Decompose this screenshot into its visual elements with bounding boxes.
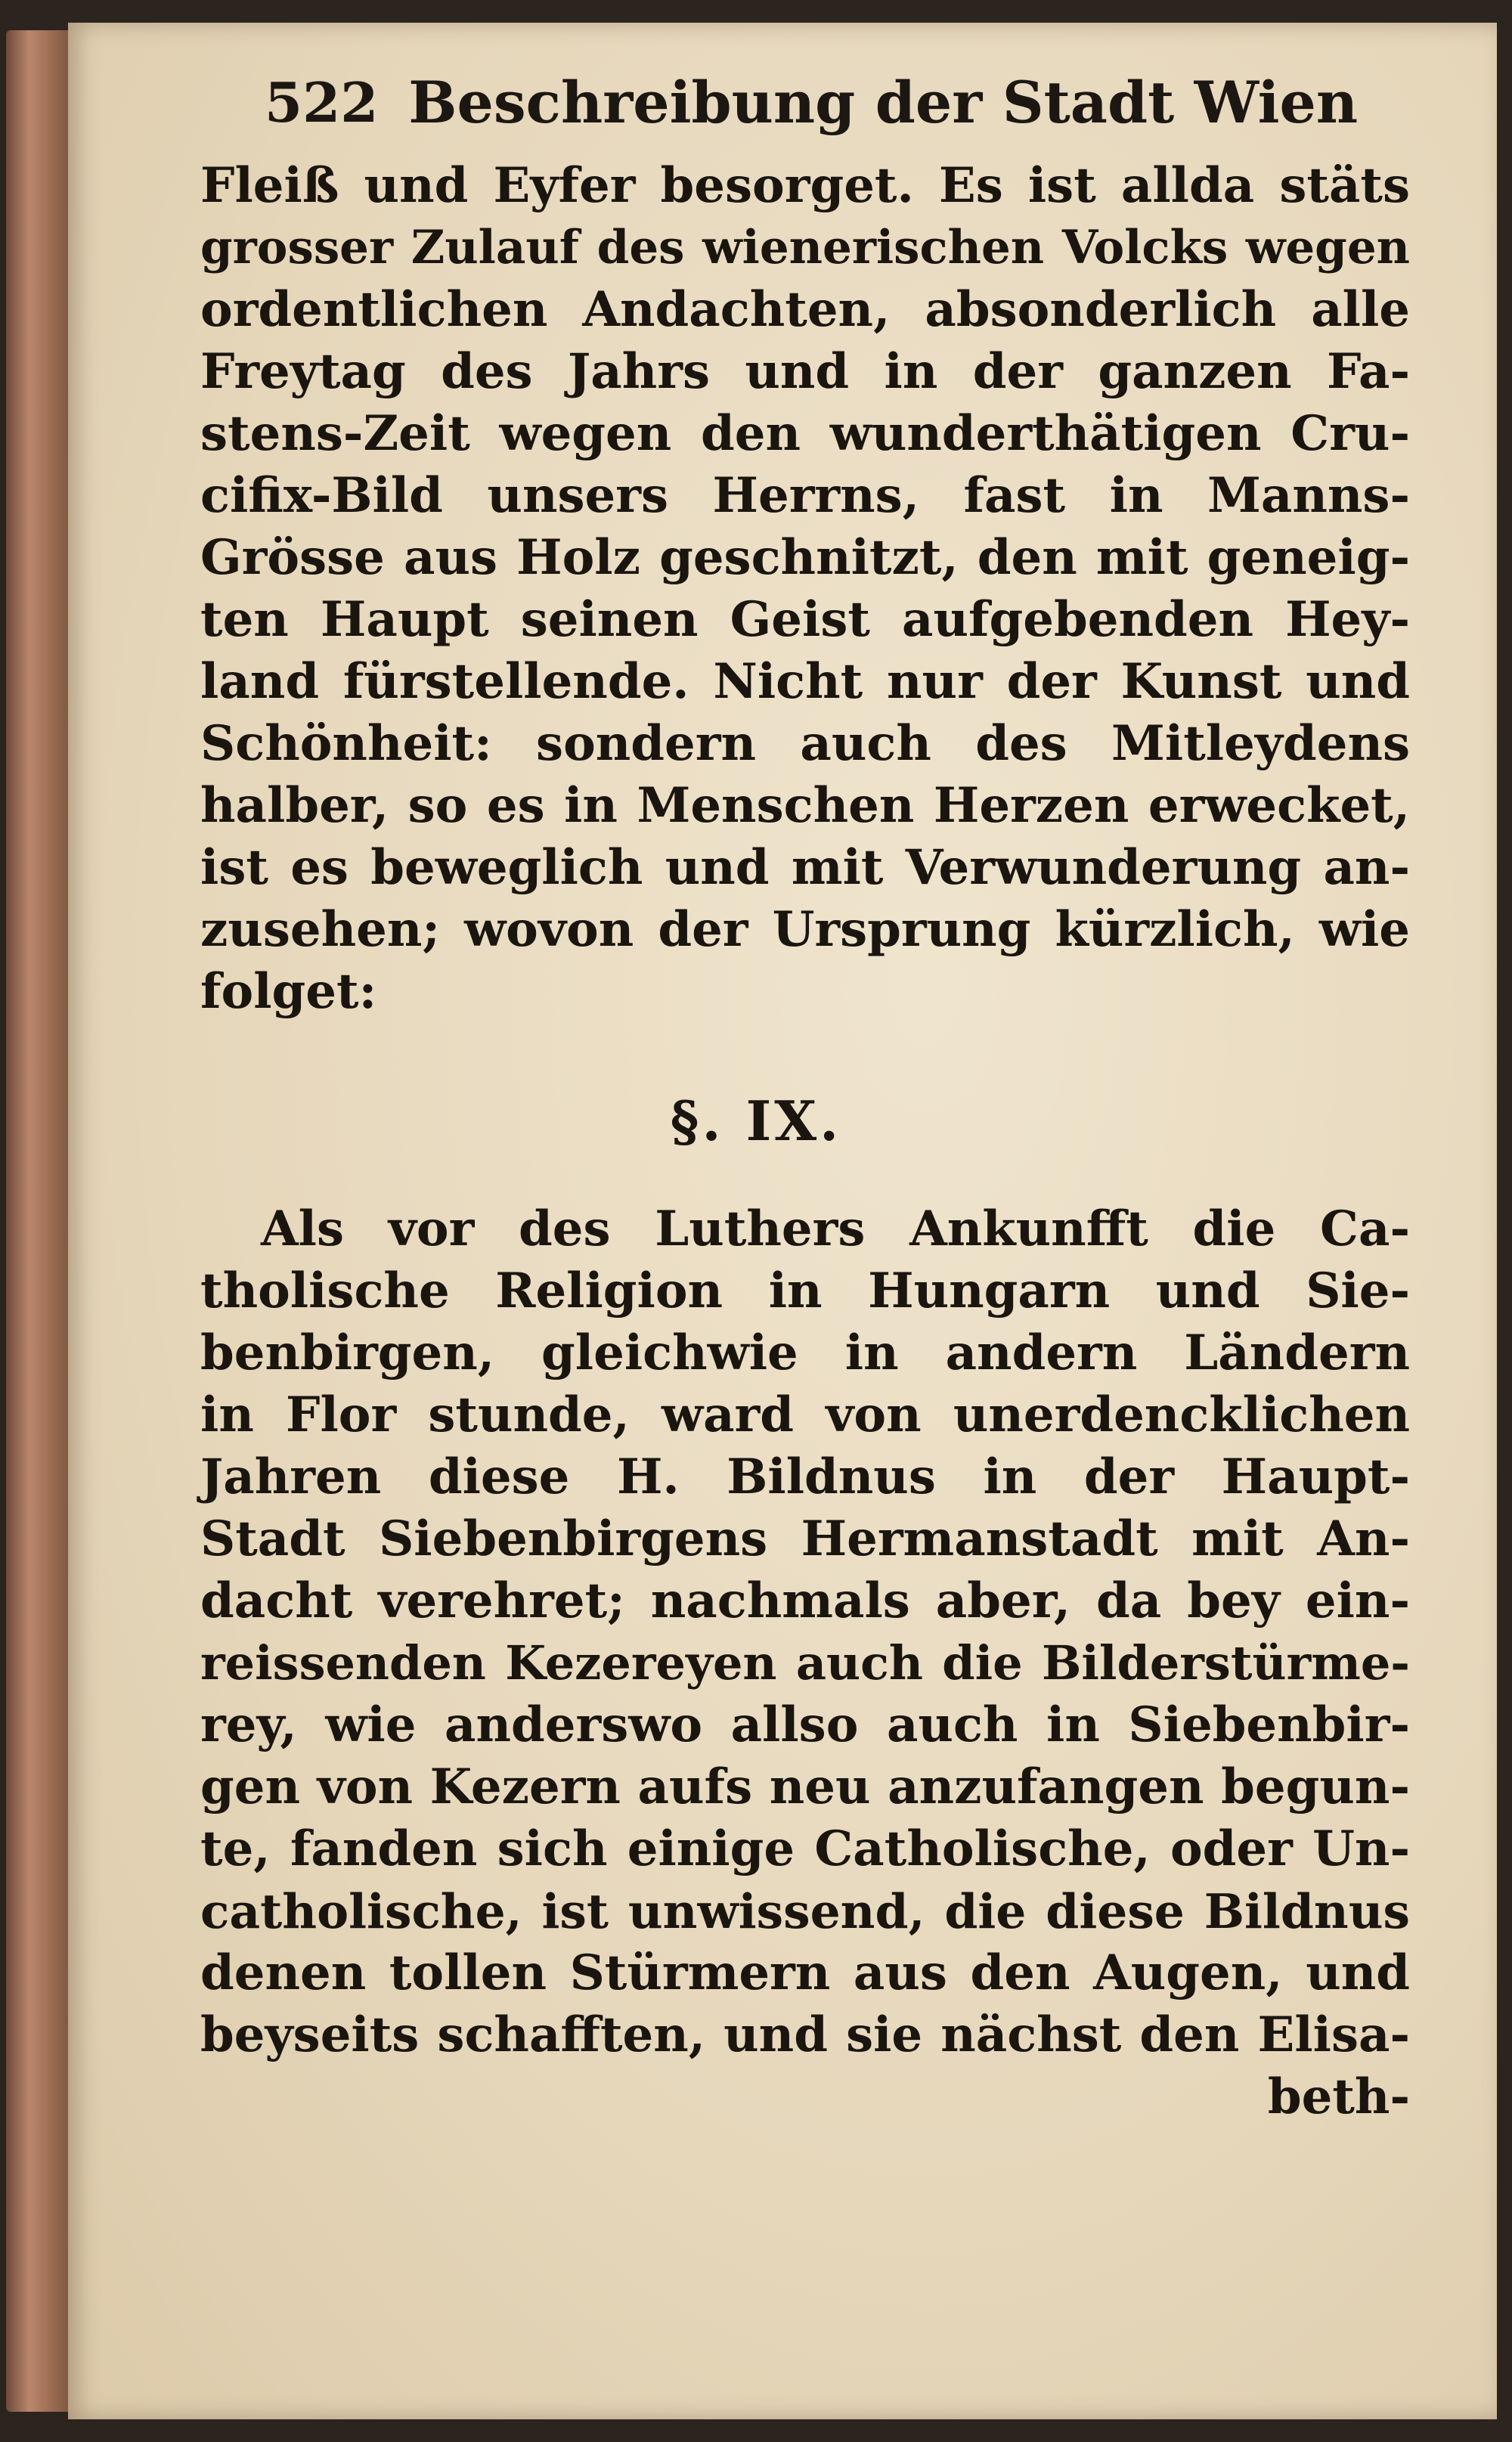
running-title: Beschreibung der Stadt Wien — [408, 68, 1359, 136]
text-line: tholische Religion in Hungarn und Sie- — [200, 1263, 1410, 1319]
text-line: land fürstellende. Nicht nur der Kunst und — [200, 653, 1410, 710]
text-line: dacht verehret; nachmals aber, da bey ein- — [200, 1573, 1410, 1629]
text-line: cifix-Bild unsers Herrns, fast in Manns- — [200, 467, 1410, 524]
text-line: reissenden Kezereyen auch die Bilderstürme- — [200, 1635, 1410, 1690]
text-line: gen von Kezern aufs neu anzufangen begun- — [200, 1759, 1410, 1815]
paragraph-continued — [200, 155, 1410, 1023]
text-line: te, fanden sich einige Catholische, oder Un- — [200, 1821, 1410, 1877]
text-line: Stadt Siebenbirgens Hermanstadt mit An- — [200, 1511, 1410, 1567]
text-line: Als vor des Luthers Ankunfft die Ca- — [261, 1201, 1410, 1257]
text-line: zusehen; wovon der Ursprung kürzlich, wie — [200, 901, 1410, 958]
text-line: Jahren diese H. Bildnus in der Haupt- — [200, 1449, 1410, 1505]
text-line: ordentlichen Andachten, absonderlich alle — [200, 281, 1410, 338]
section-heading: §. IX. — [670, 1089, 842, 1153]
text-line: Grösse aus Holz geschnitzt, den mit geneig- — [200, 529, 1410, 586]
page-edges — [6, 30, 73, 2412]
text-line: denen tollen Stürmern aus den Augen, und — [200, 1945, 1410, 2001]
text-line: grosser Zulauf des wienerischen Volcks wegen — [200, 221, 1410, 274]
page-number: 522 — [265, 70, 379, 135]
text-line: Freytag des Jahrs und in der ganzen Fa- — [200, 343, 1410, 400]
text-line: benbirgen, gleichwie in andern Ländern — [200, 1325, 1410, 1381]
text-line: in Flor stunde, ward von unerdencklichen — [200, 1387, 1410, 1443]
text-line: folget: — [200, 963, 377, 1020]
text-line: ten Haupt seinen Geist aufgebenden Hey- — [200, 591, 1410, 648]
paragraph-section-ix — [200, 1198, 1410, 2128]
text-line: Fleiß und Eyfer besorget. Es ist allda stäts — [200, 157, 1410, 214]
text-line: rey, wie anderswo allso auch in Siebenbir- — [200, 1697, 1410, 1753]
text-line: catholische, ist unwissend, die diese Bildnus — [200, 1883, 1410, 1939]
text-line: Schönheit: sondern auch des Mitleydens — [200, 715, 1410, 772]
running-header — [265, 60, 1361, 144]
text-line: ist es beweglich und mit Verwunderung an- — [200, 839, 1410, 896]
text-line: halber, so es in Menschen Herzen erwecket, — [200, 777, 1410, 834]
text-line: stens-Zeit wegen den wunderthätigen Cru- — [200, 405, 1410, 462]
catchword: beth- — [1267, 2069, 1410, 2125]
text-line: beyseits schafften, und sie nächst den Elisa- — [200, 2007, 1410, 2063]
